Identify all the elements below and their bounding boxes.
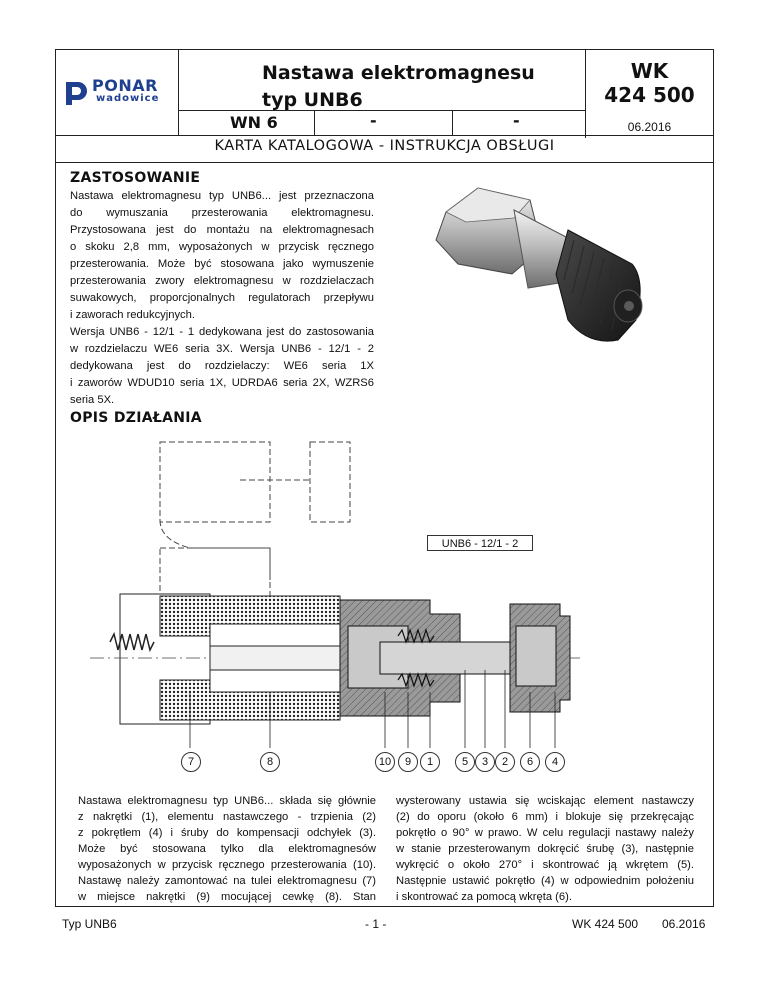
- title-line-2: typ UNB6: [262, 89, 363, 111]
- text-line: Nastawę należy zamontować na tulei elektromagnesu (7): [78, 875, 376, 887]
- text-line: Nastawa elektromagnesu typ UNB6... jest przeznaczona: [70, 190, 374, 202]
- text-line: w rozdzielaczu WE6 seria 3X. Wersja UNB6 - 12/1 - 2: [70, 343, 374, 355]
- variant-label: UNB6 - 12/1 - 2: [427, 535, 533, 551]
- logo-city: wadowice: [96, 93, 160, 104]
- header-dash-2: -: [513, 111, 520, 130]
- callout-8: 8: [260, 752, 280, 772]
- callout-1: 1: [420, 752, 440, 772]
- text-line: Wersja UNB6 - 12/1 - 1 dedykowana jest do zastosowania: [70, 326, 374, 338]
- header-divider-low: [55, 135, 714, 136]
- operation-text-right: [396, 793, 694, 905]
- company-logo: [62, 76, 174, 106]
- text-line: wysterowany ustawia się wciskając element nastawczy: [396, 795, 694, 807]
- title-line-1: Nastawa elektromagnesu: [262, 62, 535, 84]
- document-title: [262, 60, 535, 114]
- callout-5: 5: [455, 752, 475, 772]
- footer-date: 06.2016: [662, 917, 706, 931]
- product-render: [418, 170, 658, 360]
- text-line: Przystosowana jest do montażu na elektromagnesach: [70, 224, 374, 236]
- text-line: z nakrętki (1), elementu nastawczego - trzpienia (2): [78, 811, 376, 823]
- text-line: przesterowania zwory elektromagnesu w rozdzielaczach: [70, 275, 374, 287]
- doc-code-line-1: WK: [630, 59, 669, 83]
- footer-page-number: - 1 -: [365, 917, 387, 931]
- text-line: do wymuszania przesterowania elektromagnesu.: [70, 207, 374, 219]
- operation-text-left: [78, 793, 376, 905]
- callout-3: 3: [475, 752, 495, 772]
- text-line: Nastawa elektromagnesu typ UNB6... składa się głównie: [78, 795, 376, 807]
- callout-4: 4: [545, 752, 565, 772]
- document-code: [585, 59, 714, 107]
- text-line: dedykowana jest do rozdzielaczy: WE6 seria 1X: [70, 360, 374, 372]
- text-line: (2) do oporu (około 6 mm) i blokuje się przekręcając: [396, 811, 694, 823]
- callout-9: 9: [398, 752, 418, 772]
- text-line: seria 5X.: [70, 394, 115, 406]
- header-date: 06.2016: [627, 120, 672, 134]
- logo-mark-icon: [62, 78, 92, 106]
- text-line: pokrętło o 90° w prawo. W celu regulacji nastawy należy: [396, 827, 694, 839]
- section-heading-operation: OPIS DZIAŁANIA: [70, 410, 202, 426]
- size-code: WN 6: [230, 113, 278, 132]
- text-line: Może być stosowana tylko dla elektromagnesów: [78, 843, 376, 855]
- header-divider-bottom: [55, 162, 714, 163]
- application-text: [70, 188, 374, 409]
- text-line: Następnie ustawić pokrętło (4) w odpowiednim położeniu: [396, 875, 694, 887]
- section-drawing: [80, 430, 640, 750]
- text-line: w miejsce nakrętki (9) mocującej cewkę (8). Stan: [78, 891, 376, 903]
- text-line: wyposażonych w przycisk ręcznego przesterowania (10).: [78, 859, 376, 871]
- text-line: i skontrować za pomocą wkręta (6).: [396, 891, 572, 903]
- document-type: KARTA KATALOGOWA - INSTRUKCJA OBSŁUGI: [214, 138, 555, 154]
- text-line: i zaworach redukcyjnych.: [70, 309, 195, 321]
- text-line: o skoku 2,8 mm, wyposażonych w przycisk ręcznego: [70, 241, 374, 253]
- text-line: z pokrętłem (4) i śruby do kompensacji odchyłek (3).: [78, 827, 376, 839]
- header-dash-1: -: [370, 111, 377, 130]
- doc-code-line-2: 424 500: [604, 83, 695, 107]
- callout-2: 2: [495, 752, 515, 772]
- callout-6: 6: [520, 752, 540, 772]
- section-heading-application: ZASTOSOWANIE: [70, 170, 201, 186]
- callout-10: 10: [375, 752, 395, 772]
- text-line: suwakowych, proporcjonalnych regulatorach przepływu: [70, 292, 374, 304]
- text-line: wykręcić o około 270° i skontrować ją wkrętem (5).: [396, 859, 694, 871]
- footer-code: WK 424 500: [572, 917, 639, 931]
- text-line: i zaworów WDUD10 seria 1X, UDRDA6 seria 2X, WZRS6: [70, 377, 374, 389]
- callout-7: 7: [181, 752, 201, 772]
- text-line: w stanie przesterowanym dokręcić śrubę (3), następnie: [396, 843, 694, 855]
- logo-brand: PONAR: [92, 76, 158, 95]
- text-line: przesterowania. Może być stosowana jako wymuszenie: [70, 258, 374, 270]
- footer-type: Typ UNB6: [62, 917, 117, 931]
